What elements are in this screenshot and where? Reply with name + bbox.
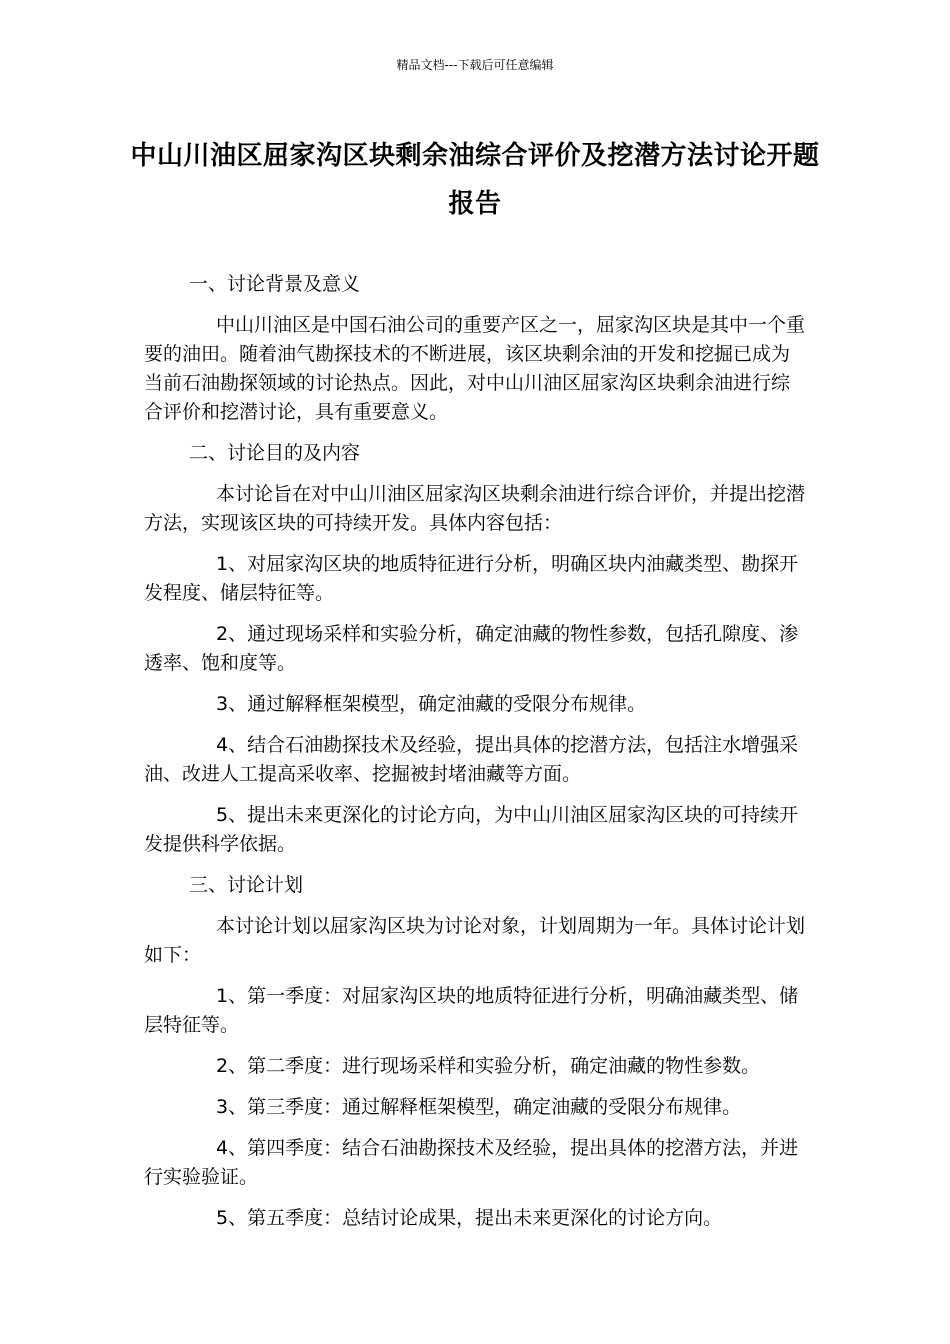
section-heading-background: 一、讨论背景及意义 xyxy=(189,273,361,295)
list-item: 5、提出未来更深化的讨论方向，为中山川油区屈家沟区块的可持续开发提供科学依据。 xyxy=(144,804,799,855)
list-item: 1、对屈家沟区块的地质特征进行分析，明确区块内油藏类型、勘探开发程度、储层特征等。 xyxy=(144,553,799,604)
section-heading-plan: 三、讨论计划 xyxy=(189,874,304,896)
document-title: 中山川油区屈家沟区块剩余油综合评价及挖潜方法讨论开题报告 xyxy=(130,141,820,219)
list-item: 2、通过现场采样和实验分析，确定油藏的物性参数，包括孔隙度、渗透率、饱和度等。 xyxy=(144,623,799,674)
list-item: 2、第二季度：进行现场采样和实验分析，确定油藏的物性参数。 xyxy=(216,1055,761,1077)
list-item: 1、第一季度：对屈家沟区块的地质特征进行分析，明确油藏类型、储层特征等。 xyxy=(144,985,799,1036)
page-header: 精品文档---下载后可任意编辑 xyxy=(396,58,554,72)
list-item: 4、第四季度：结合石油勘探技术及经验，提出具体的挖潜方法，并进行实验验证。 xyxy=(144,1137,799,1188)
document-body xyxy=(144,270,806,1245)
list-item: 4、结合石油勘探技术及经验，提出具体的挖潜方法，包括注水增强采油、改进人工提高采收率、挖掘被封堵油藏等方面。 xyxy=(144,734,799,785)
list-item: 3、第三季度：通过解释框架模型，确定油藏的受限分布规律。 xyxy=(216,1096,742,1118)
paragraph-background: 中山川油区是中国石油公司的重要产区之一，屈家沟区块是其中一个重要的油田。随着油气勘探技术的不断进展，该区块剩余油的开发和挖掘已成为当前石油勘探领域的讨论热点。因此，对中山川油区屈家沟区块剩余油进行综合评价和挖潜讨论，具有重要意义。 xyxy=(144,314,806,423)
paragraph-plan-intro: 本讨论计划以屈家沟区块为讨论对象，计划周期为一年。具体讨论计划如下： xyxy=(144,915,806,966)
section-heading-objectives: 二、讨论目的及内容 xyxy=(189,442,361,464)
list-item: 3、通过解释框架模型，确定油藏的受限分布规律。 xyxy=(216,693,647,715)
list-item: 5、第五季度：总结讨论成果，提出未来更深化的讨论方向。 xyxy=(216,1207,723,1229)
paragraph-objectives-intro: 本讨论旨在对中山川油区屈家沟区块剩余油进行综合评价，并提出挖潜方法，实现该区块的可持续开发。具体内容包括： xyxy=(144,483,806,534)
